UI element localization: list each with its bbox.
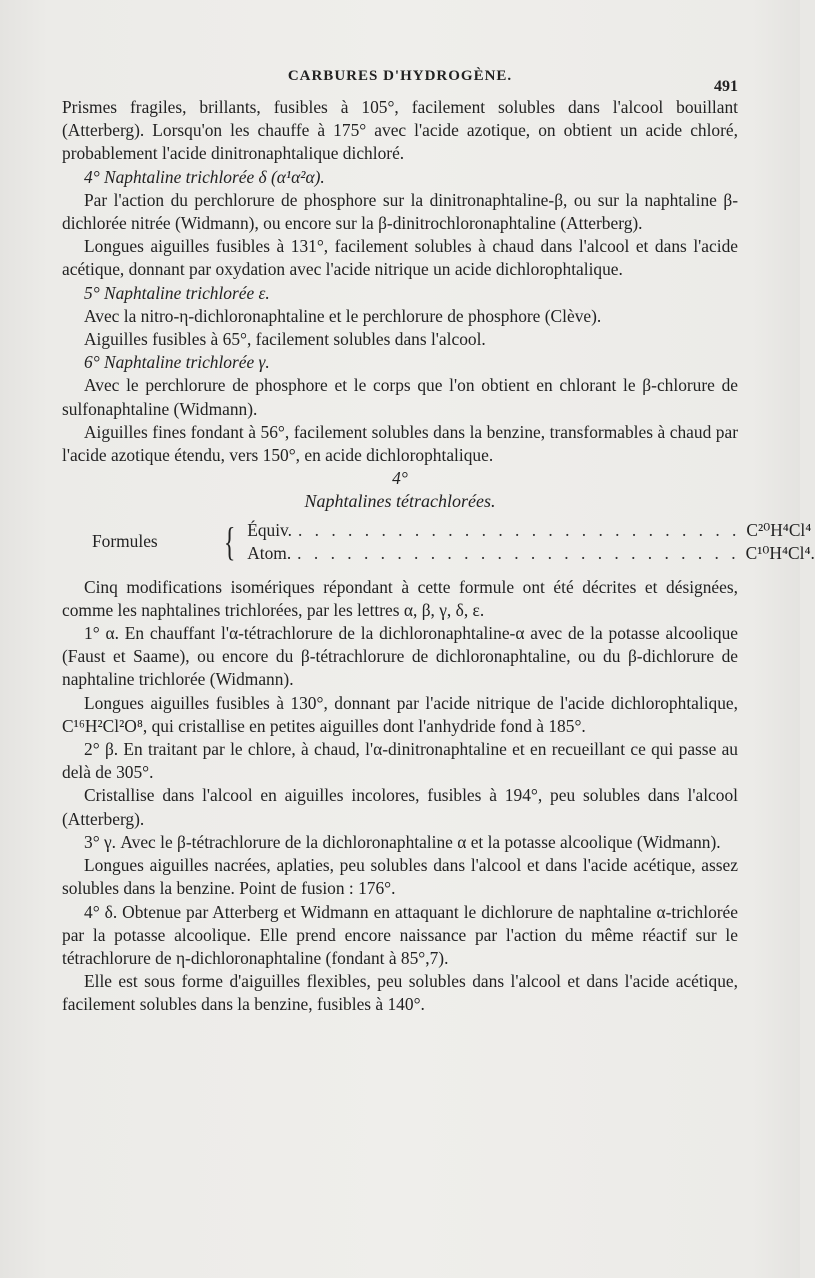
paragraph: Elle est sous forme d'aiguilles flexibles, peu solubles dans l'alcool et dans l'acide acétique, facilement solubles dans la benzine, fusibles à 140°. [62, 971, 738, 1015]
leader-dots: . . . . . . . . . . . . . . . . . . . . . . . . . . . [297, 519, 741, 540]
section-title: Naphtalines tétrachlorées. [304, 491, 496, 512]
formula-block [92, 518, 815, 566]
subsection-heading: 4° Naphtaline trichlorée δ (α¹α²α). [84, 166, 325, 187]
subsection-heading: 6° Naphtaline trichlorée γ. [84, 352, 270, 373]
formula-row [247, 542, 815, 565]
page-number: 491 [714, 78, 738, 95]
paragraph: Avec la nitro-η-dichloronaphtaline et le perchlorure de phosphore (Clève). [84, 305, 602, 326]
paragraph: 1° α. En chauffant l'α-tétrachlorure de la dichloronaphtaline-α avec de la potasse alcoolique (Faust et Saame), ou encore du β-tétrachlorure de dichloronaphtaline, ou du β-dichlorure de naphtaline trichlorée (Widmann). [62, 623, 738, 690]
leader-dots: . . . . . . . . . . . . . . . . . . . . . . . . . . . [297, 542, 740, 563]
formula-value: C¹⁰H⁴Cl⁴. [745, 542, 815, 563]
formula-value: C²⁰H⁴Cl⁴ [746, 519, 812, 540]
paragraph: Aiguilles fines fondant à 56°, facilement solubles dans la benzine, transformables à chaud par l'acide azotique étendu, vers 150°, en acide dichlorophtalique. [62, 421, 738, 466]
page-header [62, 68, 738, 96]
paragraph: Longues aiguilles fusibles à 131°, facilement solubles à chaud dans l'alcool et dans l'acide acétique, donnant par oxydation avec l'acide nitrique un acide dichlorophtalique. [62, 236, 738, 280]
formula-label: Formules [92, 531, 158, 552]
running-title: CARBURES D'HYDROGÈNE. [287, 68, 513, 84]
formula-name: Atom. [247, 542, 292, 563]
paragraph: Longues aiguilles fusibles à 130°, donnant par l'acide nitrique de l'acide dichlorophtalique, C¹⁶H²Cl²O⁸, qui cristallise en petites aiguilles dont l'anhydride fond à 185°. [62, 692, 738, 736]
paragraph: Prismes fragiles, brillants, fusibles à 105°, facilement solubles dans l'alcool bouillant (Atterberg). Lorsqu'on les chauffe à 175° avec l'acide azotique, on obtient un acide chloré, probablement l'acide dinitronaphtalique dichloré. [62, 97, 738, 164]
page-body [62, 96, 815, 1017]
brace-glyph: { [223, 518, 236, 564]
paragraph: Aiguilles fusibles à 65°, facilement solubles dans l'alcool. [84, 329, 486, 350]
subsection-heading: 5° Naphtaline trichlorée ε. [84, 282, 270, 303]
paragraph: Longues aiguilles nacrées, aplaties, peu solubles dans l'alcool et dans l'acide acétique, assez solubles dans la benzine. Point de fusion : 176°. [62, 855, 738, 899]
paragraph: Par l'action du perchlorure de phosphore sur la dinitronaphtaline-β, ou sur la naphtaline β-dichlorée nitrée (Widmann), ou encore sur la β-dinitrochloronaphtaline (Atterberg). [62, 189, 738, 234]
paragraph: Cinq modifications isomériques répondant à cette formule ont été décrites et désignées, comme les naphtalines trichlorées, par les lettres α, β, γ, δ, ε. [62, 576, 738, 620]
paragraph: Cristallise dans l'alcool en aiguilles incolores, fusibles à 194°, peu solubles dans l'alcool (Atterberg). [62, 785, 738, 829]
paragraph: 3° γ. Avec le β-tétrachlorure de la dichloronaphtaline α et la potasse alcoolique (Widmann). [84, 831, 721, 852]
paragraph: 2° β. En traitant par le chlore, à chaud, l'α-dinitronaphtaline et en recueillant ce qui passe au delà de 305°. [62, 739, 738, 783]
formula-row [247, 519, 812, 542]
formula-name: Équiv. [247, 519, 292, 540]
formula-rows [247, 519, 815, 565]
section-number: 4° [392, 468, 408, 489]
paragraph: Avec le perchlorure de phosphore et le corps que l'on obtient en chlorant le β-chlorure de sulfonaphtaline (Widmann). [62, 375, 738, 419]
paragraph: 4° δ. Obtenue par Atterberg et Widmann en attaquant le dichlorure de naphtaline α-trichlorée par la potasse alcoolique. Elle prend encore naissance par l'action du même réactif sur le tétrachlorure de η-dichloronaphtaline (fondant à 85°,7). [62, 901, 738, 968]
